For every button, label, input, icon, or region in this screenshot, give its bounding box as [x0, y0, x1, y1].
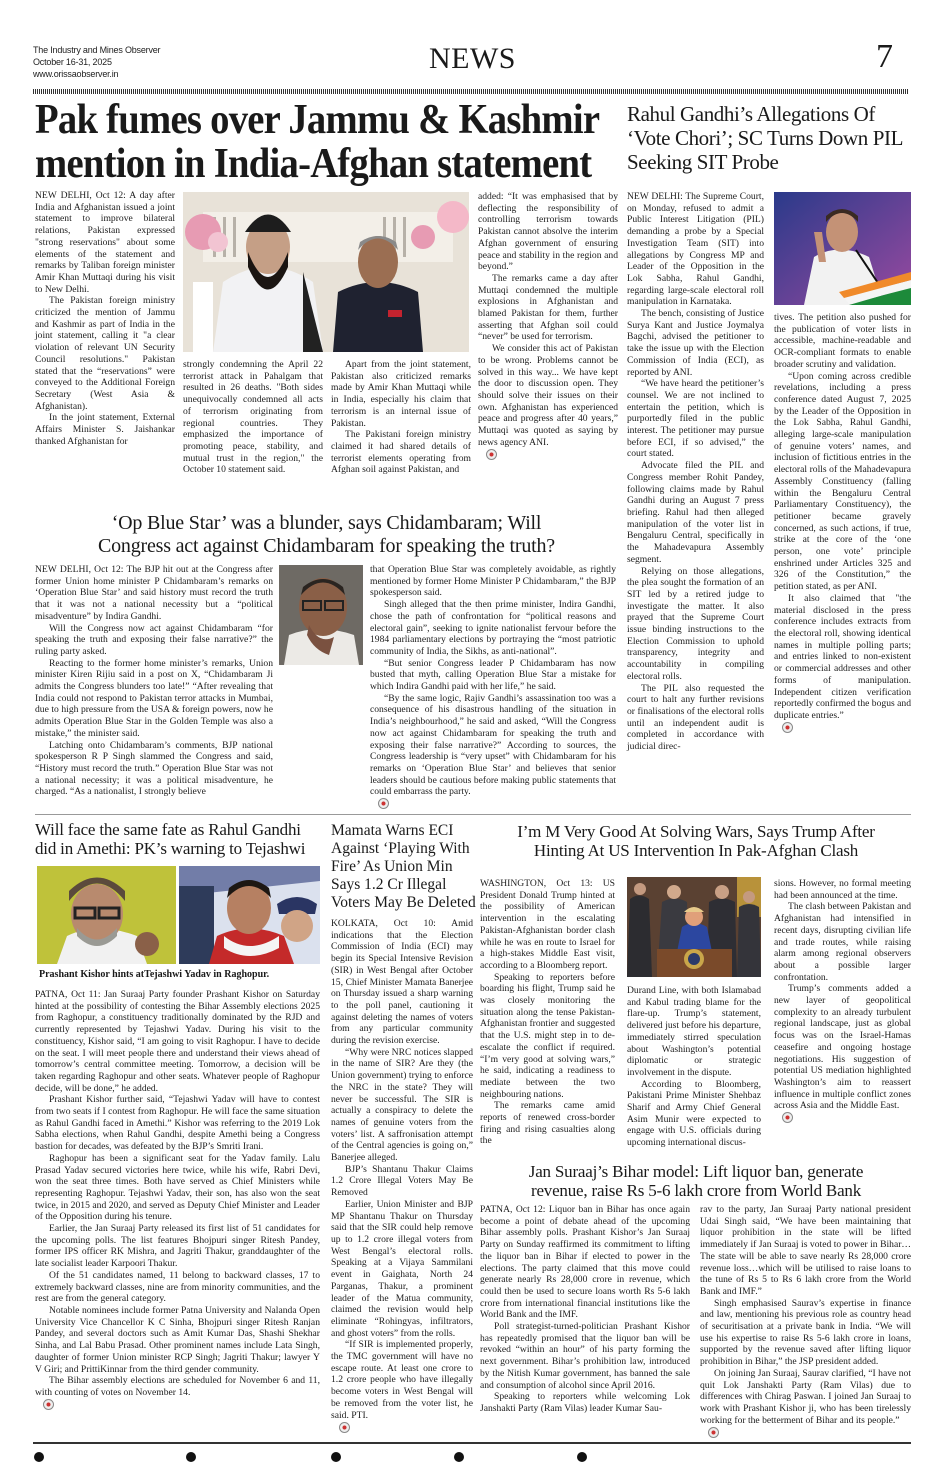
paragraph: Prashant Kishor further said, “Tejashwi Yadav will have to contest from two seats if I contest from Raghopur. He will face the same situation as Rahul Gandhi faced in Amethi.” Kishor was referring to the 2019 Lok Sabha elections, when Rahul Gandhi, despite Amethi being a Congress bastion for decades, was defeated by the BJP’s Smriti Irani. [35, 1094, 320, 1153]
photo-rahul-gandhi [774, 192, 911, 305]
paragraph: Latching onto Chidambaram’s comments, BJP national spokesperson R P Singh slammed the Congress and said, “History must record the truth.” Operation Blue Star was not a national necessity; it was a political misadventure, he charged. “As a nationalist, I strongly believe [35, 739, 273, 798]
paragraph: Singh emphasised Saurav’s expertise in finance and law, mentioning his previous role as country head of securitisation at a private bank in India. “We will use his expertise to raise Rs 5-6 lakh crore in loans, supported by the revenue saved after lifting liquor prohibition in Bihar,” the JSP president added. [700, 1297, 911, 1368]
headline-line: did in Amethi: PK’s warning to Tejashwi [35, 839, 306, 858]
paragraph: strongly condemning the April 22 terrorist attack in Pahalgam that resulted in 26 deaths. "Both sides unequivocally condemned all acts of terrorism originating from regional countries. They emphasized the importance of promoting peace, stability, and mutual trust in the region," the October 10 statement said. [183, 359, 323, 476]
paragraph: The clash between Pakistan and Afghanistan had intensified in recent days, disrupting civilian life and trade routes, while raising alarm among regional observers about a possible larger confrontation. [774, 901, 911, 983]
paragraph: Earlier, Union Minister and BJP MP Shantanu Thakur on Thursday said that the SIR could help remove up to 1.2 crore illegal voters from West Bengal’s electoral rolls. Speaking at a Vijaya Sammilani event in Gaighata, North 24 Parganas, Thakur, a prominent leader of the Matua community, claimed the revision would help eliminate “Rohingyas, infiltrators, and ghost voters” from the rolls. [331, 1198, 473, 1339]
website-link[interactable]: www.orissaobserver.in [33, 69, 119, 79]
article-pk-headline [35, 820, 320, 858]
publication-name: The Industry and Mines Observer [33, 45, 161, 55]
paragraph: The Pakistani foreign ministry claimed it had shared details of terrorist elements operating from Afghan soil against Pakistan, and [331, 429, 471, 476]
observer-logo-icon [486, 449, 497, 460]
paragraph: In the joint statement, External Affairs Minister S. Jaishankar thanked Afghanistan for [35, 412, 175, 447]
photo-image [279, 565, 363, 665]
article-chidambaram-col1 [35, 564, 273, 798]
article-mamata-headline: Mamata Warns ECI Against ‘Playing With Fire’ As Union Min Says 1.2 Cr Illegal Voters May Be Deleted [331, 822, 476, 911]
paragraph: NEW DELHI: The Supreme Court, on Monday, refused to admit a Public Interest Litigation (PIL) demanding a probe by a Special Investigation Team (SIT) into allegations by Congress MP and Leader of the Opposition in the Lok Sabha, Rahul Gandhi, regarding large-scale electoral roll manipulation in Karnataka. [627, 191, 764, 308]
registration-dot [34, 1452, 44, 1462]
observer-logo-icon [43, 1399, 54, 1410]
registration-dot [577, 1452, 587, 1462]
paragraph: The Bihar assembly elections are scheduled for November 6 and 11, with counting of votes on November 14. [35, 1375, 320, 1398]
headline-line: Will face the same fate as Rahul Gandhi [35, 820, 301, 839]
headline-line: mention in India-Afghan statement [35, 141, 592, 187]
paragraph: Speaking to reporters while welcoming Lok Janshakti Party (Ram Vilas) leader Kumar Sau- [480, 1391, 690, 1414]
headline-line: Congress act against Chidambaram for speaking the truth? [97, 535, 555, 557]
paragraph: that Operation Blue Star was completely avoidable, as rightly mentioned by former Home Minister P Chidambaram,” the BJP spokesperson said. [370, 564, 616, 599]
paragraph: The bench, consisting of Justice Surya Kant and Justice Joymalya Bagchi, advised the petitioner to take the issue up with the Election Commission of India (ECI), as reported by ANI. [627, 308, 764, 378]
paragraph: Poll strategist-turned-politician Prashant Kishor has repeatedly promised that the liquor ban will be revoked “within an hour” of his party forming the next government. Bihar’s prohibition law, introduced by the Nitish Kumar government, has banned the sale and consumption of alcohol since April 2016. [480, 1321, 690, 1391]
paragraph: “We have heard the petitioner’s counsel. We are not inclined to entertain the petition, which is purportedly filed in the public interest. The petitioner may pursue before ECI, if so advised,” the court stated. [627, 378, 764, 460]
article-rahul-headline: Rahul Gandhi’s Allegations Of ‘Vote Chori’; SC Turns Down PIL Seeking SIT Probe [627, 102, 903, 174]
paragraph: The remarks came amid reports of renewed cross-border firing and rising casualties along the [480, 1100, 615, 1147]
article-trump-col3 [774, 878, 911, 1124]
article-jansuraaj-col2 [700, 1204, 911, 1438]
article-trump-headline [480, 822, 912, 860]
article-chidambaram-headline [35, 512, 618, 558]
headline-line: Jan Suraaj’s Bihar model: Lift liquor ban, generate [528, 1162, 864, 1181]
registration-dot [454, 1452, 464, 1462]
registration-dot [331, 1452, 341, 1462]
photo-image [774, 192, 911, 305]
photo-chidambaram [279, 565, 363, 665]
observer-logo-icon [378, 798, 389, 809]
paragraph: PATNA, Oct 11: Jan Suraaj Party founder Prashant Kishor on Saturday hinted at the possibility of contesting the Bihar Assembly elections 2025 from Raghopur, a constituency traditionally dominated by the RJD and currently represented by Tejashwi Yadav. During his visit to the constituency, Kishor said, “I am going to visit Raghopur. I have to decide on the seat. I will meet people there and understand their views ahead of tomorrow’s central committee meeting. Tomorrow, a decision will be taken regarding Raghopur and other seats. Whatever people of Raghopur decide, will be done,” he added. [35, 989, 320, 1094]
photo-image [183, 192, 469, 352]
article-jansuraaj-headline [480, 1162, 912, 1200]
photo-caption: Prashant Kishor hints atTejashwi Yadav in Raghopur. [39, 969, 270, 980]
article-mamata-body [331, 918, 473, 1433]
observer-logo-icon [339, 1422, 350, 1433]
headline-line: ‘Op Blue Star’ was a blunder, says Chidambaram; Will [111, 512, 542, 534]
headline-line: Pak fumes over Jammu & Kashmir [35, 97, 600, 143]
paragraph: The remarks came a day after Muttaqi condemned the multiple explosions in Afghanistan and blamed Pakistan for them, further asserting that Afghan soil could “never” be used for terrorism. [478, 272, 618, 343]
paragraph: Speaking to reporters before boarding his flight, Trump said he was closely monitoring the situation along the tense Pakistan-Afghanistan frontier and suggested that the U.S. might step in to de-escalate the conflict if required. “I’m very good at solving wars,” he said, indicating a readiness to mediate between the two neighbouring nations. [480, 971, 615, 1100]
headline-line: Hinting At US Intervention In Pak-Afghan Clash [533, 841, 859, 860]
article-rahul-col2 [774, 312, 911, 733]
paragraph: Apart from the joint statement, Pakistan also criticized remarks made by Amir Khan Muttaqi while in India, especially his claim that terrorism is an internal issue of Pakistan. [331, 359, 471, 429]
article-pak-col2 [183, 359, 323, 476]
paragraph: “Upon coming across credible revelations, including a press conference dated August 7, 2025 by the Leader of the Opposition in the Lok Sabha, Rahul Gandhi, alleging large-scale manipulation of genuine voters’ names, and inclusion of fictitious entries in the electoral rolls of the Mahadevapura Assembly Constituency (falling within the Bengaluru Central Parliamentary Constituency), the petitioner became gravely concerned, as such actions, if true, strike at the core of the ‘one person, one vote’ principle enshrined under Articles 325 and 326 of the Constitution,” the petition stated, as per ANI. [774, 370, 911, 593]
article-pk-body [35, 989, 320, 1410]
paragraph: Durand Line, with both Islamabad and Kabul trading blame for the flare-up. Trump’s statement, delivered just before his departure, immediately stirred speculation about Washington’s potential diplomatic or strategic involvement in the dispute. [627, 985, 761, 1078]
paragraph: The Pakistan foreign ministry criticized the mention of Jammu and Kashmir as part of India in the joint statement, calling it "a clear violation of relevant UN Security Council resolutions." Pakistan stated that the “reservations” were conveyed to the Additional Foreign Secretary (West Asia & Afghanistan). [35, 295, 175, 412]
paragraph: According to Bloomberg, Pakistani Prime Minister Shehbaz Sharif and Army Chief General Asim Munir were expected to engage with U.S. officials during upcoming international discus- [627, 1078, 761, 1149]
page-number: 7 [876, 38, 893, 75]
paragraph: NEW DELHI, Oct 12: The BJP hit out at the Congress after former Union home minister P Chidambaram’s remarks on ‘Operation Blue Star’ and said history must record the truth that it was not a national necessity but a “political misadventure” by Indira Gandhi. [35, 564, 273, 622]
paragraph: Will the Congress now act against Chidambaram “for speaking the truth and exposing their false narrative?” the ruling party asked. [35, 622, 273, 657]
paragraph: Notable nominees include former Patna University and Nalanda Open University Vice Chancellor K C Sinha, Bhojpuri singer Ritesh Ranjan Pandey, and several doctors such as Amit Kumar Das, Shashi Shekhar Sinha, and Lal Babu Prasad. Other prominent names include Lata Singh, daughter of former Union minister RCP Singh; Jagriti Thakur; lawyer Y V Giri; and PrittiKinnar from the third gender community. [35, 1304, 320, 1375]
paragraph: “But senior Congress leader P Chidambaram has now busted that myth, calling Operation Blue Star a mistake for which Indira Gandhi paid with her life,” he said. [370, 657, 616, 693]
paragraph: It also claimed that "the material disclosed in the press conference includes extracts from the electoral roll, showing identical names in multiple polling parts; and entries linked to non-existent or commercial addresses and other forms of manipulation. Independent citizen verification reportedly confirmed the bogus and duplicate entries.” [774, 592, 911, 721]
paragraph: PATNA, Oct 12: Liquor ban in Bihar has once again become a point of debate ahead of the upcoming Bihar assembly polls. Prashant Kishor’s Jan Suraaj Party on Sunday reaffirmed its commitment to lifting the liquor ban in Bihar if elected to power in the elections. The party claimed that this move could generate nearly Rs 28,000 crore in revenue, which could then be used to secure loans worth Rs 5-6 lakh crore from international financial institutions like the World Bank and the IMF. [480, 1204, 690, 1321]
paragraph: Earlier, the Jan Suraaj Party released its first list of 51 candidates for the upcoming polls. The list features Bhojpuri singer Ritesh Pandey, former IPS officer RK Mishra, and Jagriti Thakur, granddaughter of the late socialist leader Karpoori Thakur. [35, 1223, 320, 1270]
paragraph: “If SIR is implemented properly, the TMC government will have no escape route. At least one crore to 1.2 crore people who have illegally become voters in West Bengal will be removed from the voter list, he said. PTI. [331, 1339, 473, 1421]
article-rahul-col1 [627, 191, 764, 753]
article-chidambaram-col2 [370, 564, 616, 810]
paragraph: Advocate filed the PIL and Congress member Rohit Pandey, following claims made by Rahul Gandhi during an August 7 press briefing. Rahul had then alleged manipulation of the voter list in Bengaluru Central, specifically in the Mahadevapura Assembly segment. [627, 460, 764, 565]
registration-dot [186, 1452, 196, 1462]
footer-rule [33, 1442, 911, 1444]
paragraph: We consider this act of Pakistan to be wrong. Problems cannot be solved in this way... We have kept the door to discussion open. They should solve their issues on their own. Afghanistan has experienced peace and progress after 40 years,” Muttaqi was quoted as saying by news agency ANI. [478, 343, 618, 448]
paragraph: NEW DELHI, Oct 12: A day after India and Afghanistan issued a joint statement to improve bilateral relations, Pakistan expressed "strong reservations" about some elements of the statement and remarks by Taliban foreign minister Amir Khan Muttaqi during his visit to New Delhi. [35, 190, 175, 295]
article-pak-col1 [35, 190, 175, 447]
headline-line: revenue, raise Rs 5-6 lakh crore from World Bank [530, 1181, 862, 1200]
paragraph: Reacting to the former home minister’s remarks, Union minister Kiren Rijiu said in a post on X, “Chidambaram Ji admits the Congress blunders too late!” “After revealing that India could not respond to Pakistan terror attacks in Mumbai, due to high pressure from the USA & foreign powers, now he admits Operation Blue Star in the Golden Temple was also a mistake,” the minister said. [35, 657, 273, 739]
photo-prashant-kishor [37, 866, 176, 964]
paragraph: WASHINGTON, Oct 13: US President Donald Trump hinted at the possibility of American intervention in the escalating Pakistan-Afghanistan border clash while he was en route to Israel for a high-stakes Middle East visit, according to a Bloomberg report. [480, 878, 615, 971]
paragraph: Relying on those allegations, the plea sought the formation of an SIT led by a retired judge to investigate the matter. It also prayed that the Supreme Court issue binding instructions to the Election Commission to uphold transparency, integrity and accountability in compiling electoral rolls. [627, 565, 764, 682]
photo-image [37, 866, 176, 964]
article-pak-headline [35, 98, 620, 186]
header-divider [33, 89, 909, 94]
paragraph: Raghopur has been a significant seat for the Yadav family. Lalu Prasad Yadav secured victories here twice, while his wife, Rabri Devi, won the seat three times. Both have served as Chief Ministers while representing Raghopur. Tejashwi Yadav, their son, has also won the seat twice, in 2015 and 2020, and served as Deputy Chief Minister and Leader of the Opposition during his tenure. [35, 1152, 320, 1223]
paragraph: The PIL also requested the court to halt any further revisions or finalisations of the electoral rolls until an independent audit is completed in accordance with judicial direc- [627, 682, 764, 753]
article-pak-col4 [478, 191, 618, 460]
paragraph: KOLKATA, Oct 10: Amid indications that the Election Commission of India (ECI) may begin its Special Intensive Revision (SIR) in West Bengal after October 15, Chief Minister Mamata Banerjee on Thursday issued a sharp warning to the poll panel, cautioning it against deleting the names of voters from any particular community during the revision exercise. [331, 918, 473, 1047]
paragraph: added: “It was emphasised that by deflecting the responsibility of controlling terrorism towards Pakistan cannot absolve the interim Afghan government of ensuring peace and stability in the region and beyond.” [478, 191, 618, 273]
section-divider [35, 814, 911, 815]
photo-image [627, 877, 761, 977]
paragraph: rav to the party, Jan Suraaj Party national president Udai Singh said, “We have been maintaining that liquor prohibition in the state will be lifted immediately if Jan Suraaj is voted to power in Bihar…The state will be able to save nearly Rs 28,000 crore revenue loss…which will be utilised to raise loans to the tune of Rs 5 to Rs 6 lakh crore from the World Bank and IMF.” [700, 1204, 911, 1297]
paragraph: “Why were NRC notices slapped in the name of SIR? Are they (the Union government) trying to enforce the NRC in the state? They will never be successful. The SIR is actually a conspiracy to delete the names of genuine voters from the voters’ list. A saffronisation attempt of the Central agencies is going on,” Banerjee alleged. [331, 1046, 473, 1164]
paragraph: tives. The petition also pushed for the publication of voter lists in accessible, machine-readable and OCR-compliant formats to enable broader scrutiny and validation. [774, 312, 911, 370]
paragraph: On joining Jan Suraaj, Saurav clarified, “I have not quit Lok Janshakti Party (Ram Vilas) due to differences with Chirag Paswan. I joined Jan Suraaj to work with Prashant Kishor ji, who has been tirelessly working for the betterment of Bihar and its people.” [700, 1367, 911, 1426]
paragraph: sions. However, no formal meeting had been announced at the time. [774, 878, 911, 901]
paragraph: “By the same logic, Rajiv Gandhi’s assassination too was a consequence of his disastrous handling of the situation in India’s neighbourhood,” he said and asked, “Will the Congress now act against Chidambaram for speaking the truth and exposing their false narrative?” According to sources, the Congress leadership is “very upset” with Chidambaram for his remarks on ‘Operation Blue Star’ and believes that senior leaders should be cautious before making public statements that could embarrass the party. [370, 692, 616, 798]
observer-logo-icon [782, 1112, 793, 1123]
photo-muttaqi-jaishankar [183, 192, 469, 352]
issue-date: October 16-31, 2025 [33, 57, 112, 67]
observer-logo-icon [708, 1427, 719, 1438]
section-title: NEWS [429, 42, 516, 75]
photo-trump [627, 877, 761, 977]
article-jansuraaj-col1 [480, 1204, 690, 1415]
subheading: BJP’s Shantanu Thakur Claims 1.2 Crore Illegal Voters May Be Removed [331, 1163, 473, 1199]
paragraph: Of the 51 candidates named, 11 belong to backward classes, 17 to extremely backward classes, nine are from minority communities, and the rest are from the general category. [35, 1269, 320, 1305]
observer-logo-icon [782, 722, 793, 733]
article-trump-col2 [627, 985, 761, 1149]
article-pak-col3 [331, 359, 471, 476]
photo-image [179, 866, 320, 964]
photo-tejashwi-yadav [179, 866, 320, 964]
paragraph: Trump’s comments added a new layer of geopolitical complexity to an already turbulent regional landscape, just as global focus was on the Israel-Hamas ceasefire and ongoing hostage negotiations. His suggestion of potential US mediation highlighted Washington’s aim to reassert influence in multiple conflict zones across Asia and the Middle East. [774, 983, 911, 1112]
headline-line: I’m M Very Good At Solving Wars, Says Trump After [517, 822, 875, 841]
article-trump-col1 [480, 878, 615, 1147]
paragraph: Singh alleged that the then prime minister, Indira Gandhi, chose the path of confrontation for “political reasons and electoral gain”, seeking to ignite nationalist fervour before the 1984 parliamentary elections by portraying the “most patriotic community of India, the Sikhs, as anti-national”. [370, 599, 616, 657]
